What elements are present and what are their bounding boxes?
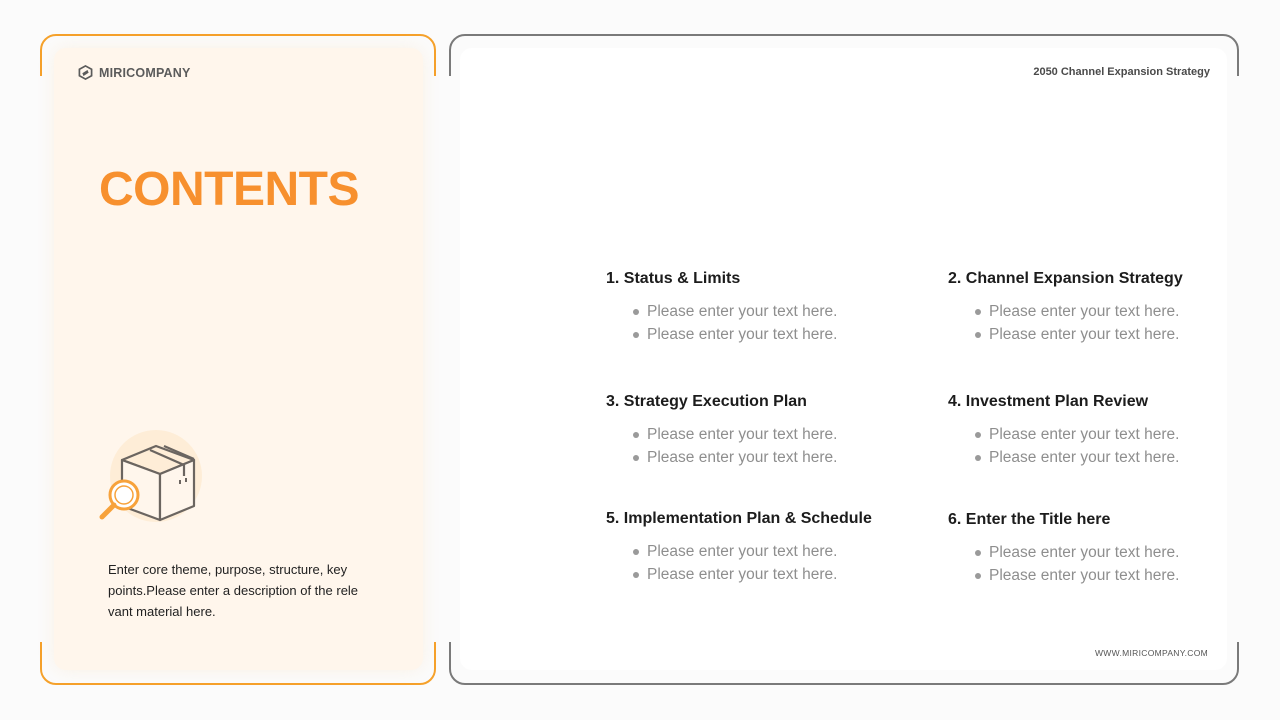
header-title: 2050 Channel Expansion Strategy [1033,66,1210,78]
toc-item-bullets [948,423,1248,469]
toc-item-title: 3. Strategy Execution Plan [606,393,807,410]
toc-item-2 [948,270,1248,346]
toc-bullet: Please enter your text here. [633,540,906,563]
toc-item-6 [948,511,1248,587]
footer-url: WWW.MIRICOMPANY.COM [1094,648,1208,658]
toc-item-title: 1. Status & Limits [606,270,741,287]
toc-item-1 [606,270,906,346]
toc-bullet: Please enter your text here. [975,446,1248,469]
toc-bullet: Please enter your text here. [633,563,906,586]
toc-bullet: Please enter your text here. [975,300,1248,323]
toc-item-title: 6. Enter the Title here [948,511,1111,528]
toc-bullet: Please enter your text here. [633,423,906,446]
toc-bullet: Please enter your text here. [633,300,906,323]
toc-item-bullets [606,423,906,469]
brand-name: MIRICOMPANY [99,65,191,80]
toc-item-5 [606,510,906,586]
toc-bullet: Please enter your text here. [975,323,1248,346]
toc-item-bullets [606,540,906,586]
logo-icon [78,65,93,80]
contents-heading: CONTENTS [99,163,359,216]
toc-item-4 [948,393,1248,469]
toc-item-3 [606,393,906,469]
toc-bullet: Please enter your text here. [633,323,906,346]
toc-item-title: 2. Channel Expansion Strategy [948,270,1183,287]
toc-bullet: Please enter your text here. [975,541,1248,564]
toc-bullet: Please enter your text here. [975,423,1248,446]
description-text: Enter core theme, purpose, structure, key points.Please enter a description of the rele vant material here. [108,562,359,619]
toc-bullet: Please enter your text here. [633,446,906,469]
toc-item-bullets [948,541,1248,587]
toc-bullet: Please enter your text here. [975,564,1248,587]
toc-item-title: 5. Implementation Plan & Schedule [606,510,872,527]
toc-item-bullets [948,300,1248,346]
toc-item-bullets [606,300,906,346]
box-search-icon [94,428,214,528]
toc-item-title: 4. Investment Plan Review [948,393,1149,410]
brand-logo [78,65,191,80]
